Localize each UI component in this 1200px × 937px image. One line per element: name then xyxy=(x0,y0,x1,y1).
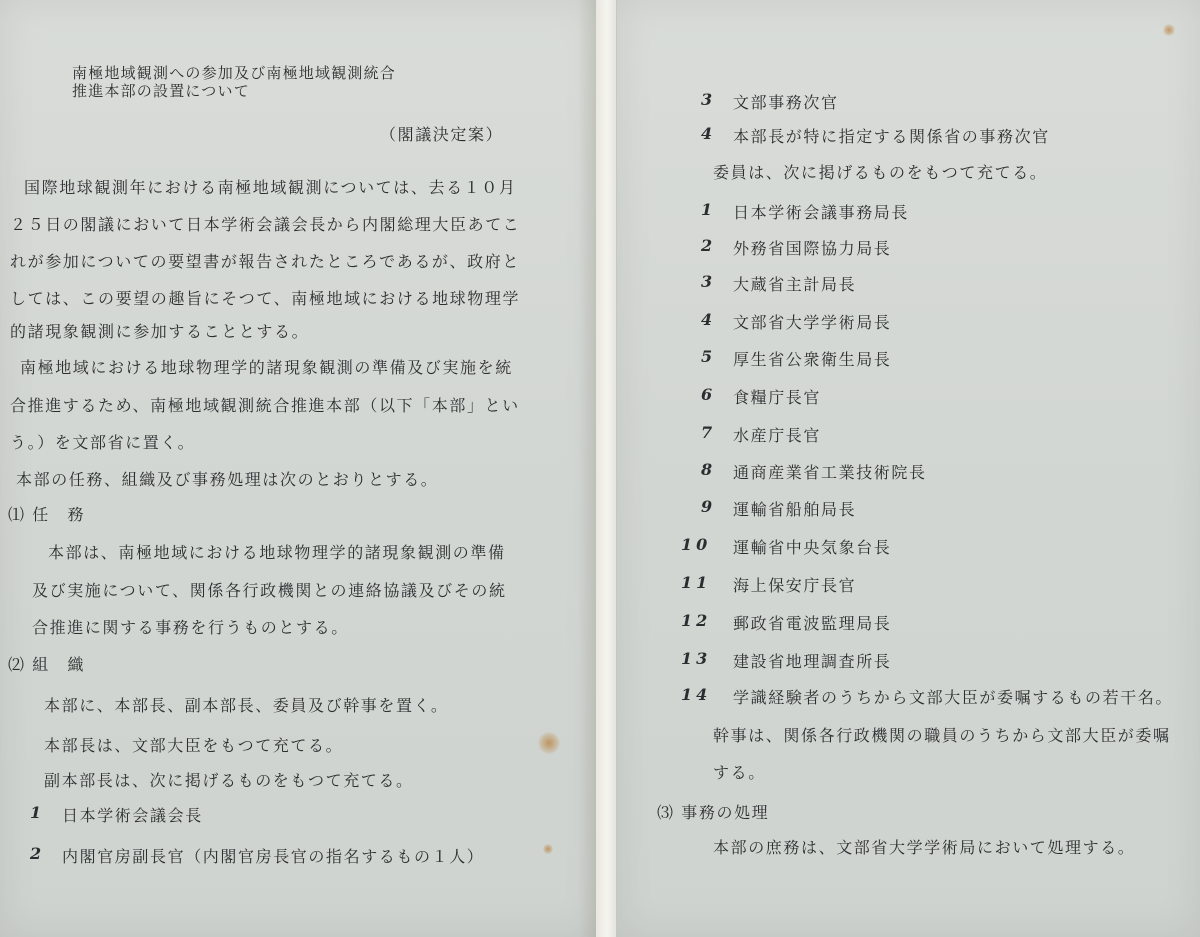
item-text: 厚生省公衆衛生局長 xyxy=(733,350,892,369)
item-number: 13 xyxy=(681,649,712,668)
item-number: 6 xyxy=(701,385,717,404)
item-text: 運輸省船舶局長 xyxy=(733,500,857,519)
body-line: 本部長は、文部大臣をもつて充てる。 xyxy=(44,736,344,755)
body-line: う。）を文部省に置く。 xyxy=(10,433,196,452)
body-line: 的諸現象観測に参加することとする。 xyxy=(10,322,310,341)
item-text: 海上保安庁長官 xyxy=(733,576,857,595)
secretary-line: する。 xyxy=(713,763,766,782)
item-number: 10 xyxy=(681,535,712,554)
body-line: 及び実施について、関係各行政機関との連絡協議及びその統 xyxy=(32,581,507,600)
section-heading-3: ⑶ 事務の処理 xyxy=(657,803,770,822)
item-number: 3 xyxy=(701,272,717,291)
item-number: 7 xyxy=(701,423,717,442)
members-intro: 委員は、次に掲げるものをもつて充てる。 xyxy=(713,163,1048,182)
body-line: しては、この要望の趣旨にそつて、南極地域における地球物理学 xyxy=(10,289,521,308)
stain-mark xyxy=(543,844,553,854)
document-title-line-2: 推進本部の設置について xyxy=(72,82,250,100)
item-text: 本部長が特に指定する関係省の事務次官 xyxy=(733,127,1050,146)
item-text: 食糧庁長官 xyxy=(733,388,822,407)
section-heading-1: ⑴ 任 務 xyxy=(8,505,86,524)
item-number: 14 xyxy=(681,685,712,704)
draft-label: （閣議決定案） xyxy=(380,125,504,144)
item-text: 日本学術会議事務局長 xyxy=(733,203,910,222)
item-number: 1 xyxy=(701,200,717,219)
body-line: 合推進するため、南極地域観測統合推進本部（以下「本部」とい xyxy=(10,396,520,415)
page-gutter xyxy=(596,0,618,937)
item-text: 通商産業省工業技術院長 xyxy=(733,463,927,482)
body-line: 南極地域における地球物理学的諸現象観測の準備及び実施を統 xyxy=(20,358,513,377)
item-text: 建設省地理調査所長 xyxy=(733,652,892,671)
body-line: 本部に、本部長、副本部長、委員及び幹事を置く。 xyxy=(44,696,449,715)
stain-mark xyxy=(1163,24,1175,36)
item-number: 11 xyxy=(681,573,712,592)
item-number: 5 xyxy=(701,347,717,366)
item-number: 2 xyxy=(701,236,717,255)
document-title-line-1: 南極地域観測への参加及び南極地域観測統合 xyxy=(72,64,397,82)
item-number: 8 xyxy=(701,460,717,479)
right-page xyxy=(616,0,1200,937)
item-text: 内閣官房副長官（内閣官房長官の指名するもの１人） xyxy=(62,847,485,866)
item-text: 水産庁長官 xyxy=(733,426,822,445)
body-line: 本部の庶務は、文部省大学学術局において処理する。 xyxy=(713,838,1136,857)
body-line: れが参加についての要望書が報告されたところであるが、政府と xyxy=(10,252,520,271)
item-number: 3 xyxy=(701,90,717,109)
item-text: 日本学術会議会長 xyxy=(62,806,203,825)
item-number: 12 xyxy=(681,611,712,630)
body-line: ２５日の閣議において日本学術会議会長から内閣総理大臣あてこ xyxy=(10,215,521,234)
item-text: 文部事務次官 xyxy=(733,93,839,112)
item-number: 9 xyxy=(701,497,717,516)
item-text: 郵政省電波監理局長 xyxy=(733,614,892,633)
stain-mark xyxy=(538,732,560,754)
item-text: 文部省大学学術局長 xyxy=(733,313,892,332)
item-number: 1 xyxy=(30,803,46,822)
item-text: 大蔵省主計局長 xyxy=(733,275,857,294)
body-line: 合推進に関する事務を行うものとする。 xyxy=(32,618,349,637)
body-line: 副本部長は、次に掲げるものをもつて充てる。 xyxy=(44,771,414,790)
item-number: 4 xyxy=(701,310,717,329)
item-text: 学識経験者のうちから文部大臣が委嘱するもの若干名。 xyxy=(733,688,1174,707)
item-text: 運輸省中央気象台長 xyxy=(733,538,892,557)
item-text: 外務省国際協力局長 xyxy=(733,239,892,258)
body-line: 本部の任務、組織及び事務処理は次のとおりとする。 xyxy=(16,470,439,489)
section-heading-2: ⑵ 組 織 xyxy=(8,655,86,674)
item-number: 2 xyxy=(30,844,46,863)
body-line: 本部は、南極地域における地球物理学的諸現象観測の準備 xyxy=(48,543,506,562)
secretary-line: 幹事は、関係各行政機関の職員のうちから文部大臣が委嘱 xyxy=(713,726,1171,745)
body-line: 国際地球観測年における南極地域観測については、去る１０月 xyxy=(24,178,517,197)
page-edge-shadow xyxy=(578,0,598,937)
item-number: 4 xyxy=(701,124,717,143)
